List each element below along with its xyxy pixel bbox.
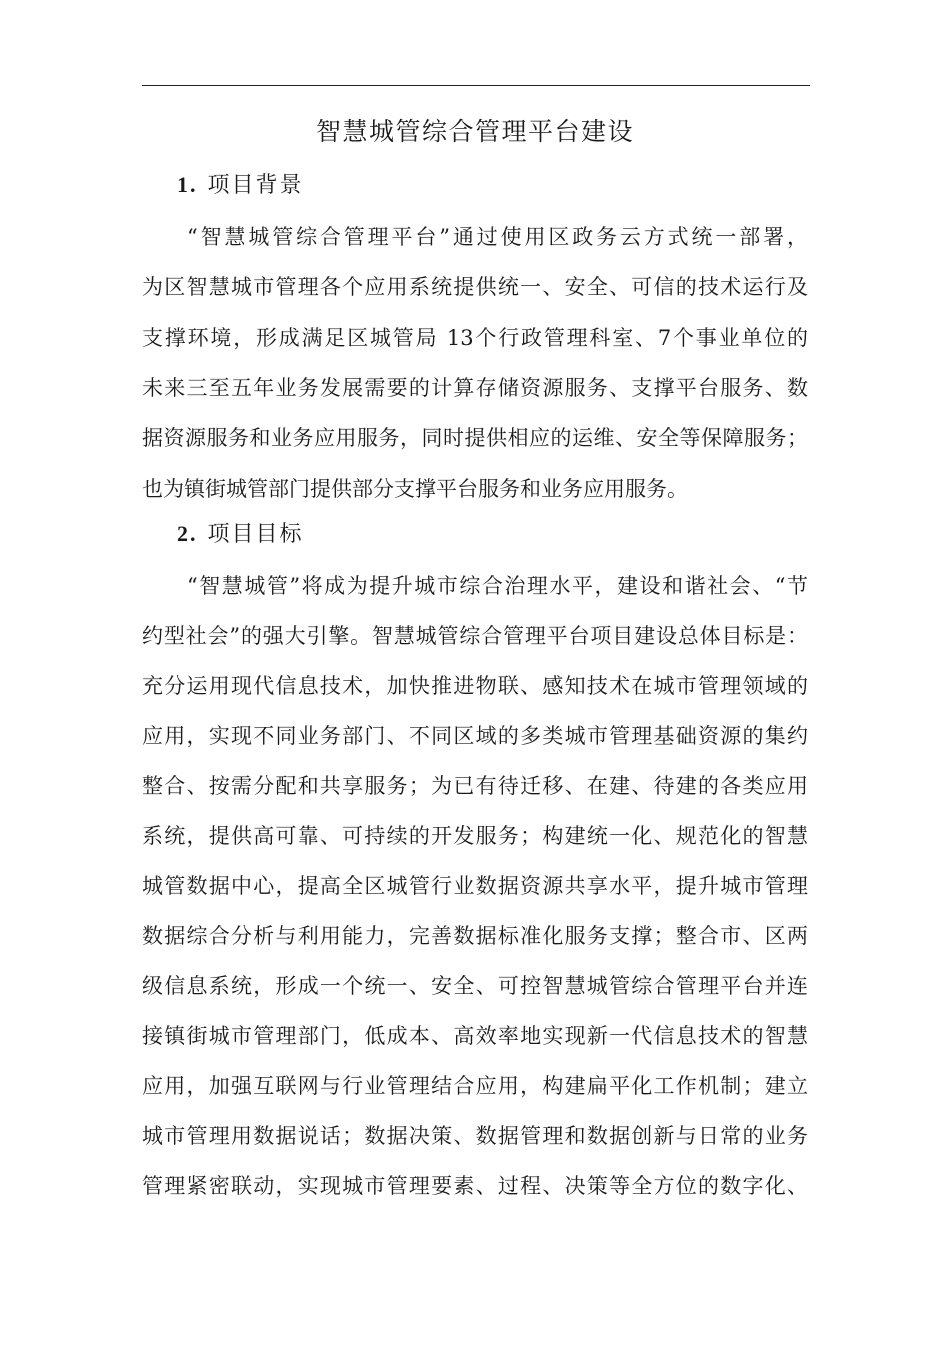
paragraph-line: 也为镇街城管部门提供部分支撑平台服务和业务应用服务。 <box>142 477 688 501</box>
paragraph-line: 应用，实现不同业务部门、不同区域的多类城市管理基础资源的集约 <box>142 724 808 748</box>
paragraph-line: 接镇街城市管理部门，低成本、高效率地实现新一代信息技术的智慧 <box>142 1024 808 1048</box>
paragraph-line: 级信息系统，形成一个统一、安全、可控智慧城管综合管理平台并连 <box>142 974 808 998</box>
paragraph-line: 城管数据中心，提高全区城管行业数据资源共享水平，提升城市管理 <box>142 874 808 898</box>
paragraph-line: 充分运用现代信息技术，加快推进物联、感知技术在城市管理领域的 <box>142 674 808 698</box>
paragraph-line: “智慧城管”将成为提升城市综合治理水平，建设和谐社会、“节 <box>187 574 808 598</box>
paragraph-line: 城市管理用数据说话；数据决策、数据管理和数据创新与日常的业务 <box>142 1124 808 1148</box>
paragraph-line: 应用，加强互联网与行业管理结合应用，构建扁平化工作机制；建立 <box>142 1074 808 1098</box>
section-title: 项目背景 <box>207 173 304 198</box>
paragraph-line: 未来三至五年业务发展需要的计算存储资源服务、支撑平台服务、数 <box>142 376 808 400</box>
section-number: 1. <box>177 172 198 197</box>
paragraph-line: 整合、按需分配和共享服务；为已有待迁移、在建、待建的各类应用 <box>142 774 808 798</box>
paragraph-line: 据资源服务和业务应用服务，同时提供相应的运维、安全等保障服务； <box>142 426 808 450</box>
section-number: 2. <box>177 521 198 546</box>
paragraph-line: 管理紧密联动，实现城市管理要素、过程、决策等全方位的数字化、 <box>142 1174 808 1198</box>
paragraph-line: 系统，提供高可靠、可持续的开发服务；构建统一化、规范化的智慧 <box>142 824 808 848</box>
paragraph-line: “智慧城管综合管理平台”通过使用区政务云方式统一部署， <box>187 225 808 249</box>
paragraph-line: 数据综合分析与利用能力，完善数据标准化服务支撑；整合市、区两 <box>142 924 808 948</box>
header-rule <box>142 85 810 86</box>
section-title: 项目目标 <box>207 522 304 547</box>
paragraph-line: 为区智慧城市管理各个应用系统提供统一、安全、可信的技术运行及 <box>142 275 808 299</box>
document-title: 智慧城管综合管理平台建设 <box>315 117 634 146</box>
section-heading-background <box>177 168 304 199</box>
paragraph-line: 约型社会”的强大引擎。智慧城管综合管理平台项目建设总体目标是： <box>142 624 808 648</box>
paragraph-line: 支撑环境，形成满足区城管局 13个行政管理科室、7个事业单位的 <box>142 326 808 350</box>
section-heading-goals <box>177 517 304 548</box>
